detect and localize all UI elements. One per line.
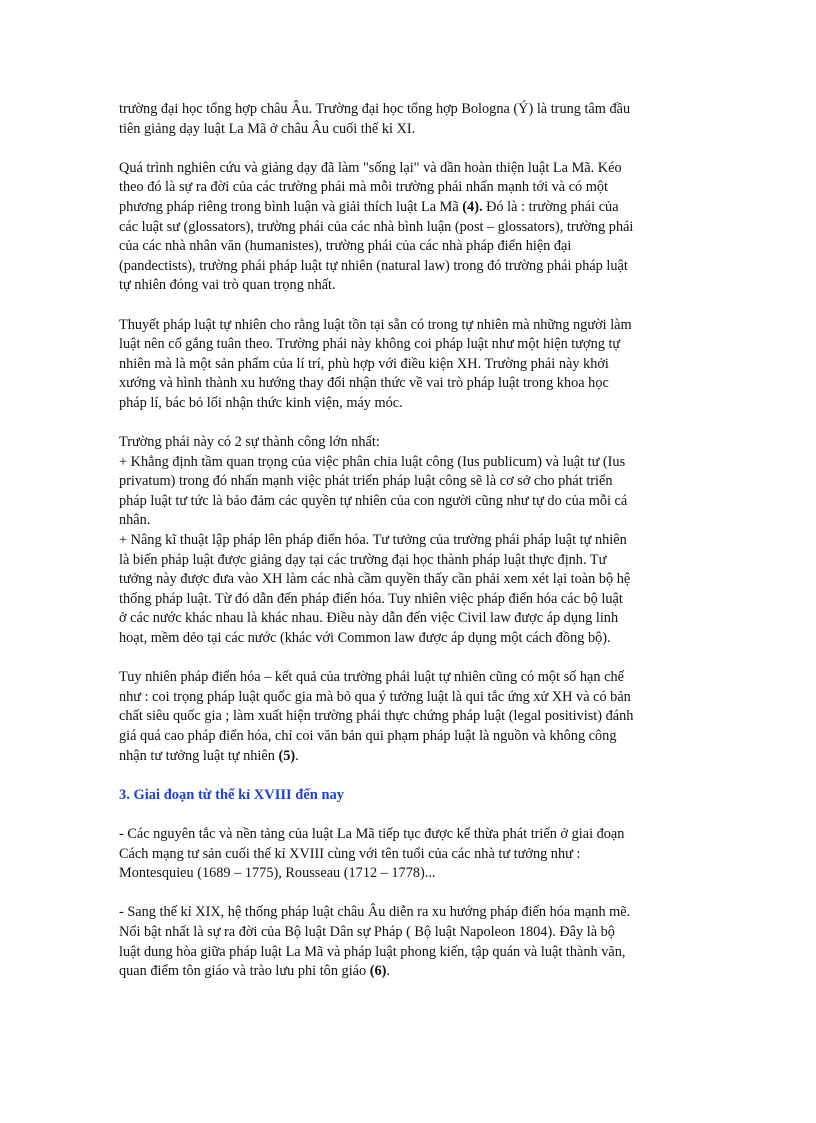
text-line: chất siêu quốc gia ; làm xuất hiện trường phái thực chứng pháp luật (legal positivist) đánh xyxy=(119,708,634,725)
text-line: luật dung hòa giữa pháp luật La Mã và pháp luật phong kiến, tập quán và luật thành văn, xyxy=(119,943,626,960)
text-line xyxy=(119,962,696,982)
text-line: pháp lí, bác bỏ lối nhận thức kinh viện, máy móc. xyxy=(119,394,403,411)
text-line: - Các nguyên tắc và nền tảng của luật La Mã tiếp tục được kế thừa phát triển ở giai đoạn xyxy=(119,825,625,842)
text-line xyxy=(119,198,696,218)
paragraph-6 xyxy=(119,825,696,884)
document-page xyxy=(119,100,696,1001)
text-line: Thuyết pháp luật tự nhiên cho rằng luật tồn tại sẵn có trong tự nhiên mà những người làm xyxy=(119,316,632,333)
text-line: + Khẳng định tầm quan trọng của việc phân chia luật công (Ius publicum) và luật tư (Ius xyxy=(119,453,626,470)
text-line: Cách mạng tư sản cuối thế kỉ XVIII cùng với tên tuổi của các nhà tư tưởng như : xyxy=(119,845,581,862)
text-segment: phương pháp riêng trong bình luận và giải thích luật La Mã xyxy=(119,198,459,215)
text-line: các luật sư (glossators), trường phái của các nhà bình luận (post – glossators), trường phái xyxy=(119,218,634,235)
text-line: tiên giảng dạy luật La Mã ở châu Âu cuối thế kỉ XI. xyxy=(119,120,416,137)
paragraph-7 xyxy=(119,903,696,981)
text-line xyxy=(119,747,696,767)
paragraph-3 xyxy=(119,316,696,414)
text-line: thống pháp luật. Từ đó dẫn đến pháp điển hóa. Tuy nhiên việc pháp điển hóa các bộ luật xyxy=(119,590,623,607)
reference-marker: (5) xyxy=(278,747,296,764)
text-line: như : coi trọng pháp luật quốc gia mà bỏ qua ý tưởng luật là qui tắc ứng xử XH và có bản xyxy=(119,688,631,705)
text-line: nhiên mà là một sản phẩm của lí trí, phù hợp với điều kiện XH. Trường phái này khởi xyxy=(119,355,609,372)
paragraph-4 xyxy=(119,433,696,649)
text-line: luật nên cố gắng tuân theo. Trường phái này không coi pháp luật như một hiện tượng tự xyxy=(119,336,621,353)
text-line: là biến pháp luật được giảng dạy tại các trường đại học thành pháp luật thực định. Tư xyxy=(119,551,607,568)
reference-marker: (4). xyxy=(462,198,483,215)
text-line: - Sang thế kỉ XIX, hệ thống pháp luật châu Âu diễn ra xu hướng pháp điển hóa mạnh mẽ. xyxy=(119,904,631,921)
text-line: Quá trình nghiên cứu và giảng dạy đã làm "sống lại" và dần hoàn thiện luật La Mã. Kéo xyxy=(119,159,622,176)
paragraph-2 xyxy=(119,159,696,296)
text-segment: . xyxy=(295,747,299,764)
text-segment: nhận tư tưởng luật tự nhiên xyxy=(119,747,275,764)
text-line: hoạt, mềm dẻo tại các nước (khác với Common law được áp dụng một cách đồng bộ). xyxy=(119,630,611,647)
text-line: ở các nước khác nhau là khác nhau. Điều này dẫn đến việc Civil law được áp dụng linh xyxy=(119,610,619,627)
text-line: xướng và hình thành xu hướng thay đổi nhận thức về vai trò pháp luật trong khoa học xyxy=(119,375,609,392)
text-segment: quan điểm tôn giáo và trào lưu phi tôn giáo xyxy=(119,963,367,980)
text-segment: . xyxy=(386,963,391,980)
section-heading: 3. Giai đoạn từ thế kỉ XVIII đến nay xyxy=(119,786,345,803)
text-line: Nổi bật nhất là sự ra đời của Bộ luật Dân sự Pháp ( Bộ luật Napoleon 1804). Đây là bộ xyxy=(119,923,615,940)
text-line: tưởng này được đưa vào XH làm các nhà cầm quyền thấy cần phải xem xét lại toàn bộ hệ xyxy=(119,571,631,588)
paragraph-1 xyxy=(119,100,696,139)
text-line: Montesquieu (1689 – 1775), Rousseau (1712 – 1778)... xyxy=(119,865,436,882)
text-line: giá quá cao pháp điển hóa, chỉ coi văn bản qui phạm pháp luật là nguồn và không công xyxy=(119,728,617,744)
text-line: tự nhiên đóng vai trò quan trọng nhất. xyxy=(119,277,336,294)
text-line: pháp luật tư tức là bảo đảm các quyền tự nhiên của con người cũng như tự do của mỗi cá xyxy=(119,492,628,509)
text-line: privatum) trong đó nhấn mạnh việc phát triển pháp luật công sẽ là cơ sở cho phát triển xyxy=(119,473,613,490)
paragraph-5 xyxy=(119,668,696,766)
text-line: Trường phái này có 2 sự thành công lớn nhất: xyxy=(119,434,380,451)
text-segment: Đó là : trường phái của xyxy=(482,198,619,215)
text-line: trường đại học tổng hợp châu Âu. Trường đại học tổng hợp Bologna (Ý) là trung tâm đầu xyxy=(119,101,631,117)
text-line: (pandectists), trường phái pháp luật tự nhiên (natural law) trong đó trường phái pháp luật xyxy=(119,257,628,274)
text-line: theo đó là sự ra đời của các trường phái mà mỗi trường phái nhấn mạnh tới và có một xyxy=(119,179,609,196)
text-line: Tuy nhiên pháp điển hóa – kết quả của trường phái luật tự nhiên cũng có một số hạn chế xyxy=(119,669,624,686)
reference-marker: (6) xyxy=(369,963,387,980)
text-line: + Nâng kĩ thuật lập pháp lên pháp điển hóa. Tư tưởng của trường phái pháp luật tự nhiên xyxy=(119,532,627,549)
text-line: nhân. xyxy=(119,512,151,529)
text-line: của các nhà nhân văn (humanistes), trường phái của các nhà pháp điển hiện đại xyxy=(119,238,572,255)
